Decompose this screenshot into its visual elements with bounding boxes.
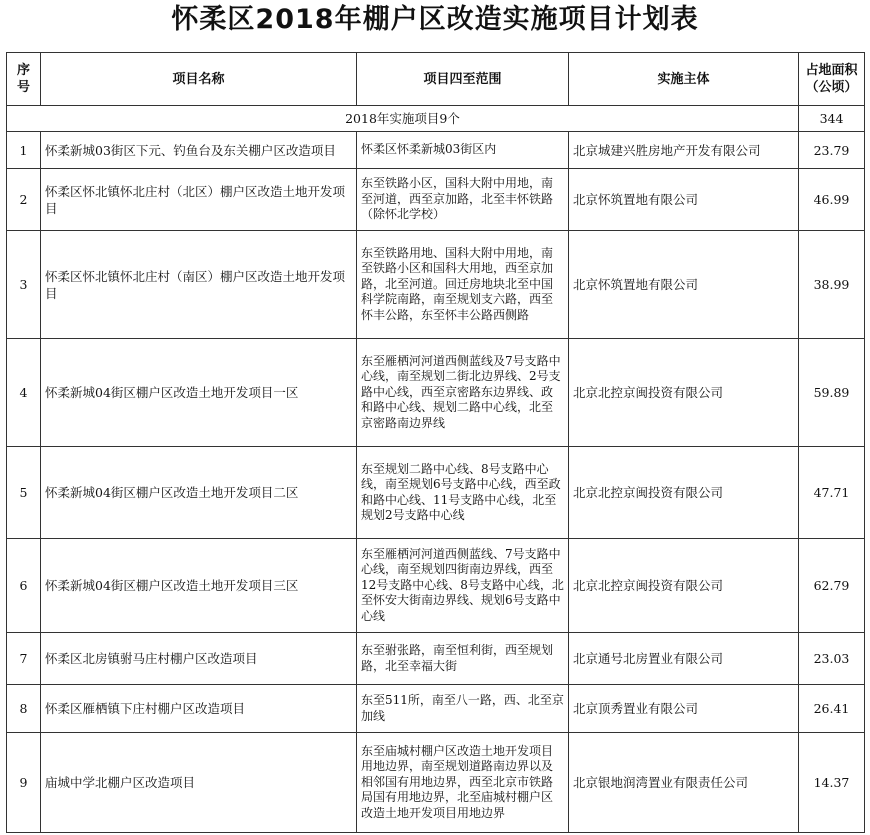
row-org: 北京北控京闽投资有限公司 <box>569 339 799 447</box>
table-row <box>7 685 865 733</box>
row-org: 北京怀筑置地有限公司 <box>569 169 799 231</box>
row-no: 6 <box>7 539 41 633</box>
row-name: 怀柔区怀北镇怀北庄村（北区）棚户区改造土地开发项目 <box>41 169 357 231</box>
row-scope: 东至铁路用地、国科大附中用地，南至铁路小区和国科大用地，西至京加路，北至河道。回迁房地块北至中国科学院南路，南至规划支六路，西至怀丰公路，东至怀丰公路西侧路 <box>357 231 569 339</box>
row-org: 北京北控京闽投资有限公司 <box>569 539 799 633</box>
header-scope: 项目四至范围 <box>357 53 569 106</box>
row-org: 北京银地润湾置业有限责任公司 <box>569 733 799 833</box>
header-no: 序号 <box>7 53 41 106</box>
row-org: 北京通号北房置业有限公司 <box>569 633 799 685</box>
table-header-row <box>7 53 865 106</box>
header-org: 实施主体 <box>569 53 799 106</box>
row-area: 47.71 <box>799 447 865 539</box>
row-area: 46.99 <box>799 169 865 231</box>
row-scope: 东至雁栖河河道西侧蓝线及7号支路中心线，南至规划二街北边界线、2号支路中心线，西至京密路东边界线、政和路中心线、规划二路中心线，北至京密路南边界线 <box>357 339 569 447</box>
row-name: 怀柔区雁栖镇下庄村棚户区改造项目 <box>41 685 357 733</box>
row-area: 23.03 <box>799 633 865 685</box>
table-row <box>7 733 865 833</box>
row-area: 38.99 <box>799 231 865 339</box>
row-no: 8 <box>7 685 41 733</box>
row-name: 怀柔区北房镇驸马庄村棚户区改造项目 <box>41 633 357 685</box>
table-row <box>7 339 865 447</box>
page-title: 怀柔区2018年棚户区改造实施项目计划表 <box>171 4 699 35</box>
row-scope: 东至雁栖河河道西侧蓝线、7号支路中心线，南至规划四街南边界线，西至12号支路中心线、8号支路中心线，北至怀安大街南边界线、规划6号支路中心线 <box>357 539 569 633</box>
row-scope: 东至庙城村棚户区改造土地开发项目用地边界，南至规划道路南边界以及相邻国有用地边界，西至北京市铁路局国有用地边界，北至庙城村棚户区改造土地开发项目用地边界 <box>357 733 569 833</box>
table-row <box>7 169 865 231</box>
summary-row <box>7 106 865 132</box>
row-name: 怀柔新城04街区棚户区改造土地开发项目二区 <box>41 447 357 539</box>
row-no: 1 <box>7 132 41 169</box>
row-scope: 怀柔区怀柔新城03街区内 <box>357 132 569 169</box>
table-row <box>7 539 865 633</box>
table-row <box>7 633 865 685</box>
summary-label: 2018年实施项目9个 <box>7 106 799 132</box>
row-area: 59.89 <box>799 339 865 447</box>
row-scope: 东至511所，南至八一路，西、北至京加线 <box>357 685 569 733</box>
row-org: 北京怀筑置地有限公司 <box>569 231 799 339</box>
row-no: 9 <box>7 733 41 833</box>
header-name: 项目名称 <box>41 53 357 106</box>
row-org: 北京顶秀置业有限公司 <box>569 685 799 733</box>
row-no: 7 <box>7 633 41 685</box>
row-name: 怀柔新城04街区棚户区改造土地开发项目三区 <box>41 539 357 633</box>
project-table <box>6 52 865 833</box>
row-no: 3 <box>7 231 41 339</box>
row-scope: 东至规划二路中心线、8号支路中心线，南至规划6号支路中心线，西至政和路中心线、11号支路中心线，北至规划2号支路中心线 <box>357 447 569 539</box>
row-name: 怀柔新城03街区下元、钓鱼台及东关棚户区改造项目 <box>41 132 357 169</box>
row-scope: 东至铁路小区，国科大附中用地，南至河道，西至京加路，北至丰怀铁路（除怀北学校） <box>357 169 569 231</box>
row-no: 2 <box>7 169 41 231</box>
table-row <box>7 132 865 169</box>
row-name: 怀柔新城04街区棚户区改造土地开发项目一区 <box>41 339 357 447</box>
row-org: 北京北控京闽投资有限公司 <box>569 447 799 539</box>
row-area: 26.41 <box>799 685 865 733</box>
header-area: 占地面积（公顷） <box>799 53 865 106</box>
table-row <box>7 447 865 539</box>
row-area: 62.79 <box>799 539 865 633</box>
table-row <box>7 231 865 339</box>
row-org: 北京城建兴胜房地产开发有限公司 <box>569 132 799 169</box>
row-area: 23.79 <box>799 132 865 169</box>
summary-total: 344 <box>799 106 865 132</box>
row-area: 14.37 <box>799 733 865 833</box>
row-name: 怀柔区怀北镇怀北庄村（南区）棚户区改造土地开发项目 <box>41 231 357 339</box>
row-scope: 东至驸张路，南至恒利街，西至规划路，北至幸福大街 <box>357 633 569 685</box>
row-no: 4 <box>7 339 41 447</box>
row-name: 庙城中学北棚户区改造项目 <box>41 733 357 833</box>
row-no: 5 <box>7 447 41 539</box>
